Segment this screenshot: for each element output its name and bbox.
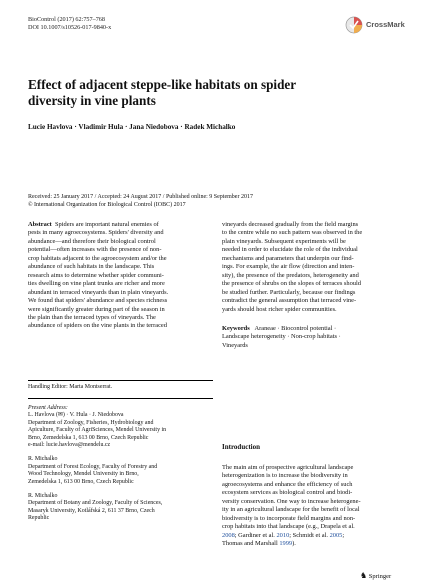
author-list: Lucie Havlova · Vladimir Hula · Jana Niedobova · Radek Michalko xyxy=(28,123,236,131)
abstract-line: abundance of such habitats in the landscape. This xyxy=(28,263,155,271)
springer-logo xyxy=(360,571,391,580)
address-line: Wood Technology, Mendel University in Brno, xyxy=(28,471,139,478)
citation-text: ; Schmidt et al. xyxy=(289,531,330,539)
abstract-line: yards should host richer spider communities. xyxy=(222,305,337,313)
address-line: Department of Botany and Zoology, Faculty of Sciences, xyxy=(28,500,163,507)
abstract-line: abundance of spiders on the vine plants in the terraced xyxy=(28,322,167,330)
author-email[interactable]: e-mail: lucie.havlova@mendelu.cz xyxy=(28,442,111,449)
intro-line: versity conservation. One way to increase heterogene- xyxy=(222,497,361,505)
abstract-line: plain vineyards. Subsequent experiments will be xyxy=(222,237,346,245)
abstract-line: ties dwelling on vine plant trunks are richer and more xyxy=(28,280,165,288)
address-line: Department of Forest Ecology, Faculty of Forestry and xyxy=(28,463,158,470)
abstract-line: were significantly greater during part of the season in xyxy=(28,305,165,313)
crossmark-label: CrossMark xyxy=(366,20,405,29)
address-line: Brno, Zemedelska 1, 613 00 Brno, Czech Republic xyxy=(28,434,149,441)
abstract-line: ings. For example, the air flow (direction and inten- xyxy=(222,263,355,271)
intro-line: biodiversity is to incorporate field margins and non- xyxy=(222,514,356,522)
abstract-line: potential—often increases with the presence of non- xyxy=(28,246,162,254)
intro-line: ity in an agricultural landscape for the benefit of local xyxy=(222,506,360,514)
citation-text: ; Gardiner et al. xyxy=(234,531,277,539)
keywords-block xyxy=(222,325,406,350)
abstract-line: vineyards decreased gradually from the field margins xyxy=(222,221,359,228)
address-line: Republic xyxy=(28,515,50,522)
introduction-heading: Introduction xyxy=(222,443,260,451)
abstract-line: contradict the general assumption that terraced vine- xyxy=(222,297,357,305)
abstract-line: abundant in terraced vineyards than in plain vineyards. xyxy=(28,288,169,296)
crossmark-logo[interactable] xyxy=(345,14,415,36)
abstract-line: Spiders are important natural enemies of xyxy=(54,221,159,228)
address-line: Zemedelska 1, 613 00 Brno, Czech Republic xyxy=(28,478,134,485)
keyword-line: Vineyards xyxy=(222,341,248,349)
citation-text: Thomas and Marshall xyxy=(222,540,280,548)
intro-line: crop habitats into that landscape (e.g., Drapela et al. xyxy=(222,523,355,531)
affiliations xyxy=(28,405,218,523)
journal-citation: BioControl (2017) 62:757–768 xyxy=(28,16,105,23)
abstract-line: be studied further. Particularly, because our findings xyxy=(222,288,356,296)
handling-editor: Handling Editor: Marta Montserrat. xyxy=(28,384,113,390)
citation-link[interactable]: 2005 xyxy=(329,531,343,539)
doi: DOI 10.1007/s10526-017-9840-x xyxy=(28,24,112,31)
paper-title: Effect of adjacent steppe-like habitats on spider diversity in vine plants xyxy=(28,77,296,108)
keywords-label: Keywords xyxy=(222,325,250,332)
horse-icon: ♞ xyxy=(360,571,368,580)
abstract-line: abundance—and therefore their biological control xyxy=(28,237,156,245)
address-line: L. Havlova (✉) · V. Hula · J. Niedobova xyxy=(28,412,124,419)
abstract-line: pests in many agroecosystems. Spiders' diversity and xyxy=(28,229,164,237)
citation-text: ; xyxy=(342,531,345,539)
abstract-line: the presence of shrubs on the slopes of terraces should xyxy=(222,280,361,288)
intro-line: agroecosystems and enhance the efficiency of such xyxy=(222,480,353,488)
intro-citation-line xyxy=(222,532,406,540)
abstract-line: We found that spiders' abundance and species richness xyxy=(28,297,168,305)
intro-line: heterogenization is to increase the biodiversity in xyxy=(222,472,348,480)
publisher-name: Springer xyxy=(368,573,392,580)
abstract-line: crop habitats adjacent to the agroecosystem and/or the xyxy=(28,254,167,262)
address-line: R. Michalko xyxy=(28,493,58,500)
abstract-line: research aims to determine whether spider communi- xyxy=(28,271,164,279)
intro-line: The main aim of prospective agricultural landscape xyxy=(222,464,354,471)
divider xyxy=(28,380,213,381)
abstract-line: the plain than the terraced types of vineyards. The xyxy=(28,313,156,321)
divider xyxy=(28,398,213,399)
abstract-line: needed in order to elucidate the role of the individual xyxy=(222,246,358,254)
address-line: R. Michalko xyxy=(28,456,58,463)
citation-text: ). xyxy=(292,540,296,548)
keyword-line: Araneae · Biocontrol potential · xyxy=(254,325,337,332)
copyright-line: © International Organization for Biological Control (IOBC) 2017 xyxy=(28,202,186,208)
abstract-label: Abstract xyxy=(28,221,52,228)
present-address-label: Present Address: xyxy=(28,405,68,411)
intro-citation-line xyxy=(222,540,406,548)
citation-link[interactable]: 1999 xyxy=(279,540,293,548)
abstract-left-column xyxy=(28,221,213,331)
keyword-line: Landscape heterogeneity · Non-crop habitats · xyxy=(222,333,341,341)
address-line: Department of Zoology, Fisheries, Hydrobiology and xyxy=(28,419,154,426)
intro-line: ecosystem services as biological control and biodi- xyxy=(222,489,353,497)
introduction-body xyxy=(222,464,406,549)
abstract-line: to the centre while no such pattern was observed in the xyxy=(222,229,363,237)
citation-link[interactable]: 2008 xyxy=(222,531,235,539)
publication-dates: Received: 25 January 2017 / Accepted: 24 August 2017 / Published online: 9 September 2017 xyxy=(28,194,253,200)
abstract-line: mechanisms and parameters that underpin our find- xyxy=(222,254,354,262)
abstract-line: sity), the presence of the predators, heterogeneity and xyxy=(222,271,359,279)
address-line: Apiculture, Faculty of AgriSciences, Mendel University in xyxy=(28,427,167,434)
citation-link[interactable]: 2010 xyxy=(276,531,290,539)
address-line: Masaryk University, Kotlářská 2, 611 37 Brno, Czech xyxy=(28,507,155,514)
abstract-right-column xyxy=(222,221,406,314)
